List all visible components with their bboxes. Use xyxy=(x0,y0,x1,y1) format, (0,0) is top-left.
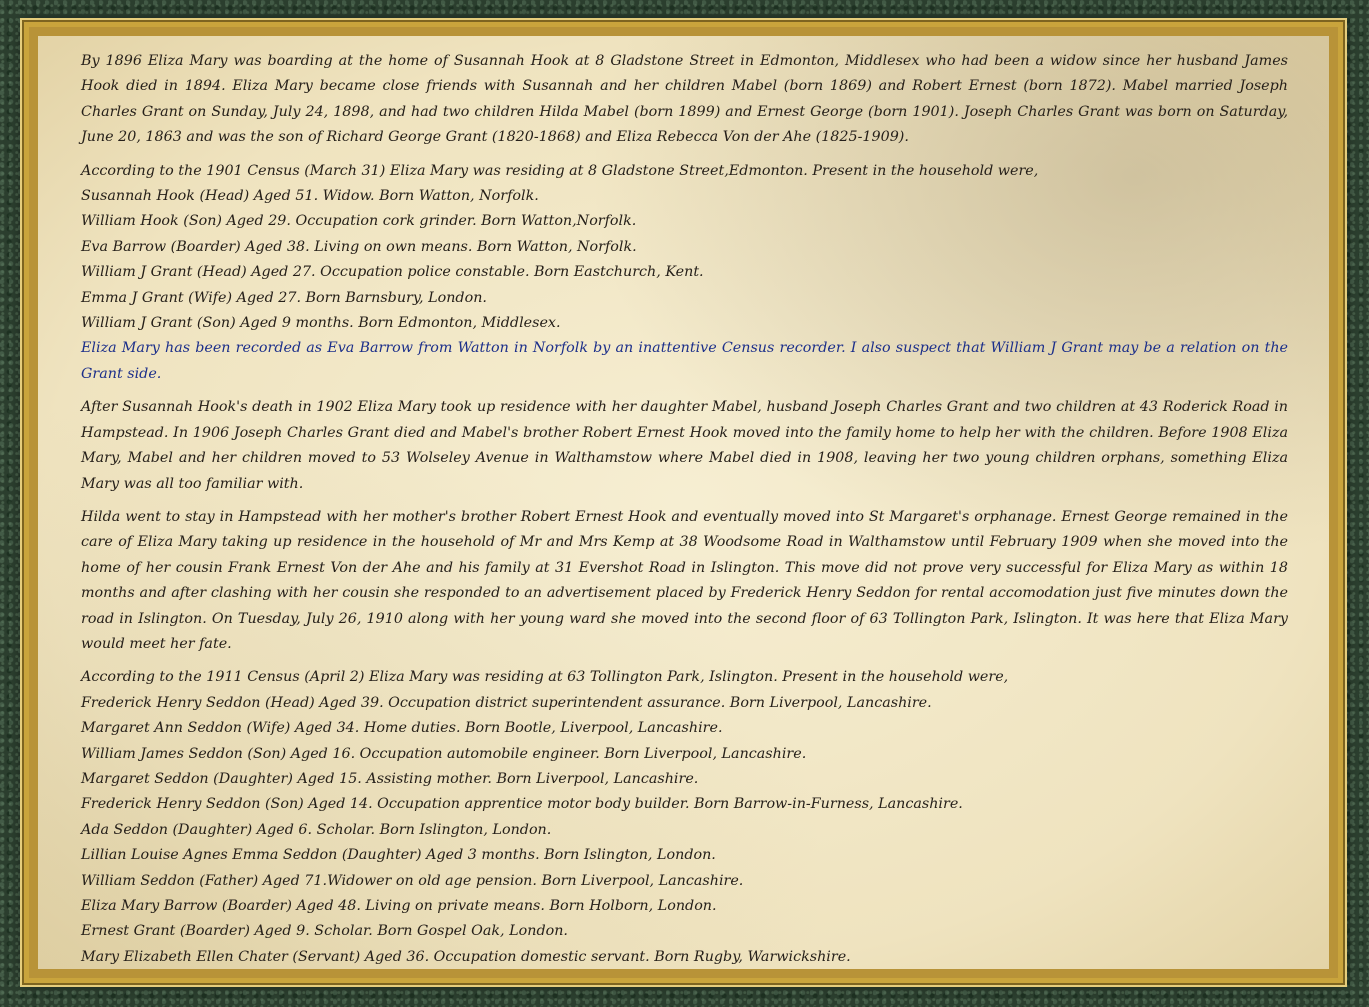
census-1901-section xyxy=(81,159,1288,388)
hilda-paragraph: Hilda went to stay in Hampstead with her mother's brother Robert Ernest Hook and eventually moved into St Margaret's orphanage. Ernest George remained in the care of Eliza Mary taking up residence in the household of Mr and Mrs Kemp at 38 Woodsome Road in Walthamstow until February 1909 when she moved into the home of her cousin Frank Ernest Von der Ahe and his family at 31 Evershot Road in Islington. This move did not prove very successful for Eliza Mary as within 18 months and after clashing with her cousin she responded to an advertisement placed by Frederick Henry Seddon for rental accomodation just five minutes down the road in Islington. On Tuesday, July 26, 1910 along with her young ward she moved into the second floor of 63 Tollington Park, Islington. It was here that Eliza Mary would meet her fate. xyxy=(81,508,1288,652)
hampstead-paragraph: After Susannah Hook's death in 1902 Eliza Mary took up residence with her daughter Mabel, husband Joseph Charles Grant and two children at 43 Roderick Road in Hampstead. In 1906 Joseph Charles Grant died and Mabel's brother Robert Ernest Hook moved into the family home to help her with the children. Before 1908 Eliza Mary, Mabel and her children moved to 53 Wolseley Avenue in Walthamstow where Mabel died in 1908, leaving her two young children orphans, something Eliza Mary was all too familiar with. xyxy=(81,399,1288,492)
census-1901-entry: Susannah Hook (Head) Aged 51. Widow. Born Watton, Norfolk. xyxy=(81,188,539,205)
census-1911-entry: Mary Elizabeth Ellen Chater (Servant) Aged 36. Occupation domestic servant. Born Rugby, Warwickshire. xyxy=(81,948,851,965)
census-1911-entry: Lillian Louise Agnes Emma Seddon (Daughter) Aged 3 months. Born Islington, London. xyxy=(81,847,716,864)
census-1911-heading: According to the 1911 Census (April 2) Eliza Mary was residing at 63 Tollington Park, Islington. Present in the household were, xyxy=(81,669,1009,686)
census-1901-entry: William Hook (Son) Aged 29. Occupation cork grinder. Born Watton,Norfolk. xyxy=(81,213,637,230)
census-1911-entry: Frederick Henry Seddon (Head) Aged 39. Occupation district superintendent assurance. Born Liverpool, Lancashire. xyxy=(81,694,932,711)
census-1911-entry: William James Seddon (Son) Aged 16. Occupation automobile engineer. Born Liverpool, Lancashire. xyxy=(81,745,807,762)
census-1911-entry: Ada Seddon (Daughter) Aged 6. Scholar. Born Islington, London. xyxy=(81,821,552,838)
census-1901-entry: William J Grant (Son) Aged 9 months. Born Edmonton, Middlesex. xyxy=(81,315,561,332)
intro-paragraph: By 1896 Eliza Mary was boarding at the home of Susannah Hook at 8 Gladstone Street in Edmonton, Middlesex who had been a widow since her husband James Hook died in 1894. Eliza Mary became close friends with Susannah and her children Mabel (born 1869) and Robert Ernest (born 1872). Mabel married Joseph Charles Grant on Sunday, July 24, 1898, and had two children Hilda Mabel (born 1899) and Ernest George (born 1901). Joseph Charles Grant was born on Saturday, June 20, 1863 and was the son of Richard George Grant (1820-1868) and Eliza Rebecca Von der Ahe (1825-1909). xyxy=(81,53,1288,146)
page-frame xyxy=(24,22,1343,983)
census-1901-heading: According to the 1901 Census (March 31) Eliza Mary was residing at 8 Gladstone Street,Edmonton. Present in the household were, xyxy=(81,162,1039,179)
census-1901-note: Eliza Mary has been recorded as Eva Barrow from Watton in Norfolk by an inattentive Census recorder. I also suspect that William J Grant may be a relation on the Grant side. xyxy=(81,340,1288,382)
census-1911-entry: Frederick Henry Seddon (Son) Aged 14. Occupation apprentice motor body builder. Born Barrow-in-Furness, Lancashire. xyxy=(81,796,963,813)
census-1911-entry: William Seddon (Father) Aged 71.Widower on old age pension. Born Liverpool, Lancashire. xyxy=(81,872,744,889)
census-1911-entry: Margaret Seddon (Daughter) Aged 15. Assisting mother. Born Liverpool, Lancashire. xyxy=(81,770,699,787)
census-1911-section xyxy=(81,665,1288,969)
census-1911-entry: Ernest Grant (Boarder) Aged 9. Scholar. Born Gospel Oak, London. xyxy=(81,923,568,940)
census-1911-entry: Eliza Mary Barrow (Boarder) Aged 48. Living on private means. Born Holborn, London. xyxy=(81,898,717,914)
parchment-panel xyxy=(38,36,1329,969)
census-1901-entry: Emma J Grant (Wife) Aged 27. Born Barnsbury, London. xyxy=(81,289,487,306)
census-1901-entry: Eva Barrow (Boarder) Aged 38. Living on own means. Born Watton, Norfolk. xyxy=(81,238,637,255)
census-1901-entry: William J Grant (Head) Aged 27. Occupation police constable. Born Eastchurch, Kent. xyxy=(81,264,704,281)
census-1911-entry: Margaret Ann Seddon (Wife) Aged 34. Home duties. Born Bootle, Liverpool, Lancashire. xyxy=(81,720,723,737)
